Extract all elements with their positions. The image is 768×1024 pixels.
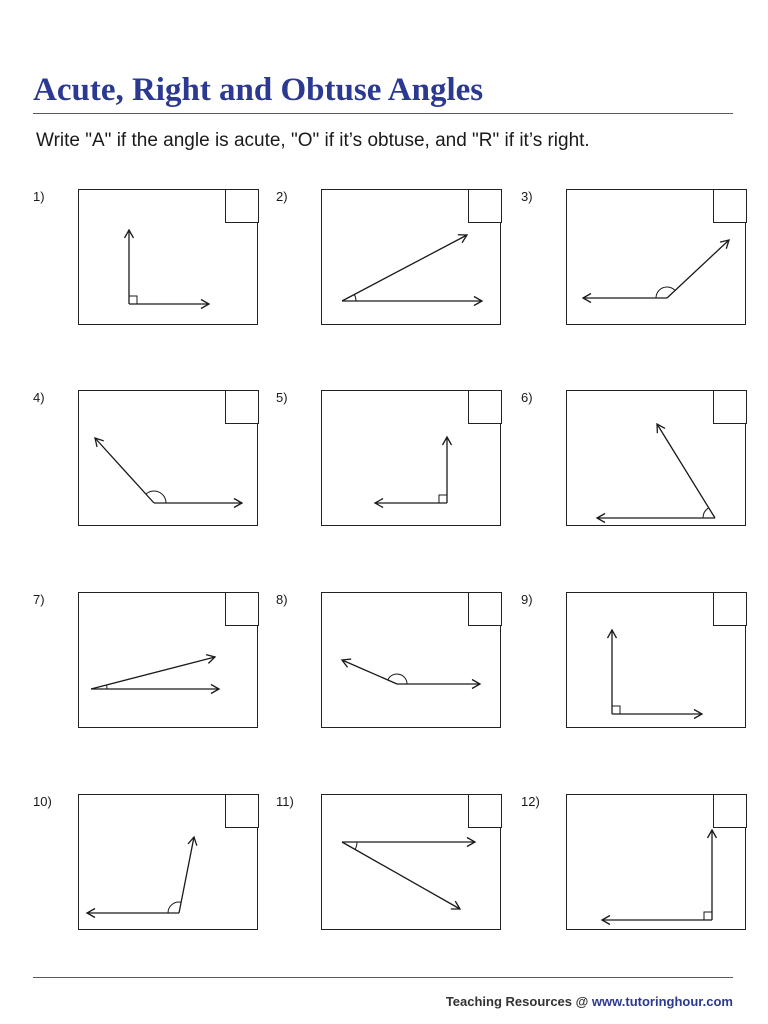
problem-number: 2) [276, 189, 288, 204]
problem-9 [521, 592, 751, 742]
answer-box[interactable] [468, 189, 502, 223]
angle-arc-icon [355, 842, 357, 849]
problem-6 [521, 390, 751, 540]
instructions: Write "A" if the angle is acute, "O" if it’s obtuse, and "R" if it’s right. [36, 130, 590, 151]
ray-b [667, 240, 729, 298]
problem-number: 8) [276, 592, 288, 607]
ray-b [342, 842, 460, 909]
right-angle-marker-icon [612, 706, 620, 714]
problem-number: 6) [521, 390, 533, 405]
answer-box[interactable] [713, 390, 747, 424]
angle-arc-icon [354, 294, 356, 301]
footer-divider [33, 977, 733, 978]
problem-number: 1) [33, 189, 45, 204]
answer-box[interactable] [468, 794, 502, 828]
title-divider [33, 113, 733, 114]
angle-box [566, 390, 746, 526]
answer-box[interactable] [225, 189, 259, 223]
angle-arc-icon [388, 674, 407, 684]
ray-a [657, 424, 715, 518]
problem-10 [33, 794, 263, 944]
angle-box [78, 189, 258, 325]
problem-number: 7) [33, 592, 45, 607]
problem-number: 3) [521, 189, 533, 204]
right-angle-marker-icon [129, 296, 137, 304]
problem-number: 11) [276, 794, 294, 809]
angle-box [566, 592, 746, 728]
answer-box[interactable] [225, 390, 259, 424]
problem-1 [33, 189, 263, 339]
ray-a [95, 438, 154, 503]
angle-box [566, 794, 746, 930]
problem-number: 10) [33, 794, 52, 809]
angle-arc-icon [703, 508, 709, 518]
problem-8 [276, 592, 506, 742]
ray-a [91, 657, 215, 689]
problem-2 [276, 189, 506, 339]
problem-number: 5) [276, 390, 288, 405]
answer-box[interactable] [713, 794, 747, 828]
angle-box [321, 592, 501, 728]
page-title: Acute, Right and Obtuse Angles [33, 72, 484, 108]
footer-label: Teaching Resources @ [445, 994, 592, 1009]
ray-a [342, 235, 467, 301]
problem-number: 9) [521, 592, 533, 607]
angle-box [78, 592, 258, 728]
angle-box [78, 794, 258, 930]
arrowhead-a-icon [657, 424, 665, 433]
problem-5 [276, 390, 506, 540]
right-angle-marker-icon [704, 912, 712, 920]
problem-7 [33, 592, 263, 742]
right-angle-marker-icon [439, 495, 447, 503]
angle-box [321, 794, 501, 930]
ray-a [342, 660, 397, 684]
answer-box[interactable] [713, 592, 747, 626]
answer-box[interactable] [225, 794, 259, 828]
angle-arc-icon [106, 685, 107, 689]
footer-link[interactable]: www.tutoringhour.com [591, 994, 733, 1009]
problem-3 [521, 189, 751, 339]
angle-box [566, 189, 746, 325]
angle-box [321, 390, 501, 526]
ray-a [179, 837, 194, 913]
problem-4 [33, 390, 263, 540]
answer-box[interactable] [468, 390, 502, 424]
angle-box [78, 390, 258, 526]
answer-box[interactable] [713, 189, 747, 223]
answer-box[interactable] [468, 592, 502, 626]
problem-number: 4) [33, 390, 45, 405]
footer [446, 994, 733, 1010]
problem-number: 12) [521, 794, 540, 809]
problem-11 [276, 794, 506, 944]
problem-12 [521, 794, 751, 944]
answer-box[interactable] [225, 592, 259, 626]
angle-box [321, 189, 501, 325]
